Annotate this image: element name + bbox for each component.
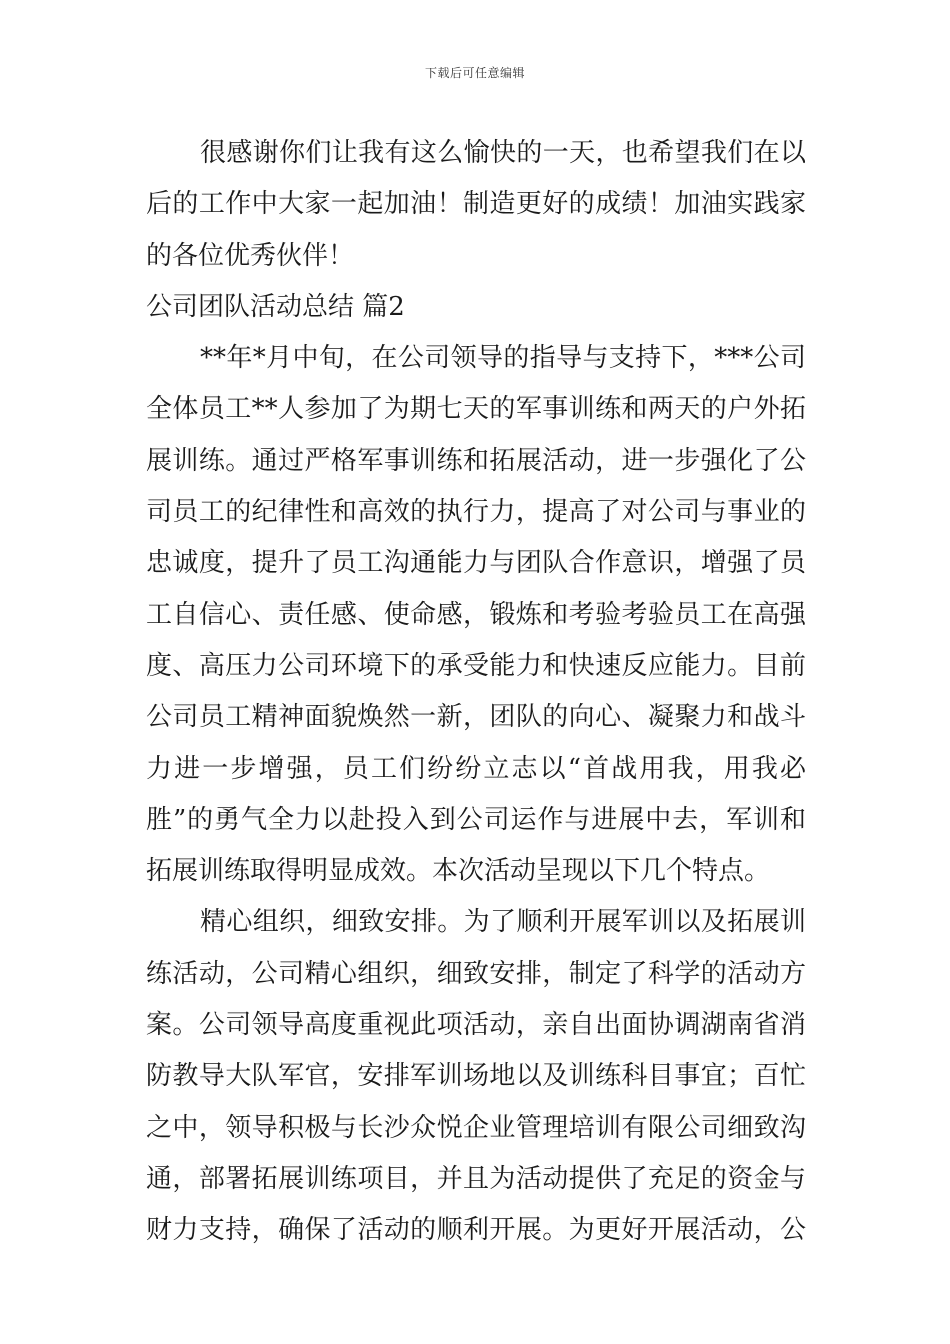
- paragraph-line: 的各位优秀伙伴！: [146, 240, 355, 271]
- document-body: [146, 128, 806, 1257]
- paragraph-line: 很感谢你们让我有这么愉快的一天，也希望我们在以: [200, 138, 806, 168]
- paragraph-line: 胜”的勇气全力以赴投入到公司运作与进展中去，军训和: [146, 804, 806, 835]
- paragraph-line: 精心组织，细致安排。为了顺利开展军训以及拓展训: [200, 907, 806, 938]
- paragraph-line: 通，部署拓展训练项目，并且为活动提供了充足的资金与: [146, 1163, 806, 1194]
- paragraph-line: 忠诚度，提升了员工沟通能力与团队合作意识，增强了员: [146, 548, 806, 579]
- paragraph-line: 司员工的纪律性和高效的执行力，提高了对公司与事业的: [146, 497, 806, 528]
- paragraph-line: **年*月中旬，在公司领导的指导与支持下，***公司: [200, 343, 806, 374]
- paragraph-line: 防教导大队军官，安排军训场地以及训练科目事宜；百忙: [146, 1061, 806, 1092]
- page-header: 下载后可任意编辑: [424, 66, 525, 80]
- paragraph-line: 力进一步增强，员工们纷纷立志以“首战用我，用我必: [146, 753, 806, 784]
- paragraph-line: 工自信心、责任感、使命感，锻炼和考验考验员工在高强: [146, 599, 806, 630]
- paragraph-line: 拓展训练取得明显成效。本次活动呈现以下几个特点。: [146, 856, 771, 887]
- paragraph-line: 练活动，公司精心组织，细致安排，制定了科学的活动方: [146, 958, 806, 989]
- paragraph-line: 全体员工**人参加了为期七天的军事训练和两天的户外拓: [146, 394, 806, 425]
- paragraph-line: 之中，领导积极与长沙众悦企业管理培训有限公司细致沟: [146, 1112, 806, 1143]
- paragraph-line: 财力支持，确保了活动的顺利开展。为更好开展活动，公: [146, 1215, 806, 1246]
- paragraph-line: 后的工作中大家一起加油！制造更好的成绩！加油实践家: [146, 189, 806, 220]
- section-heading: 公司团队活动总结 篇2: [146, 291, 405, 322]
- paragraph-line: 度、高压力公司环境下的承受能力和快速反应能力。目前: [146, 650, 806, 681]
- paragraph-line: 公司员工精神面貌焕然一新，团队的向心、凝聚力和战斗: [146, 702, 806, 733]
- paragraph-line: 展训练。通过严格军事训练和拓展活动，进一步强化了公: [146, 445, 806, 476]
- paragraph-line: 案。公司领导高度重视此项活动，亲自出面协调湖南省消: [146, 1010, 806, 1041]
